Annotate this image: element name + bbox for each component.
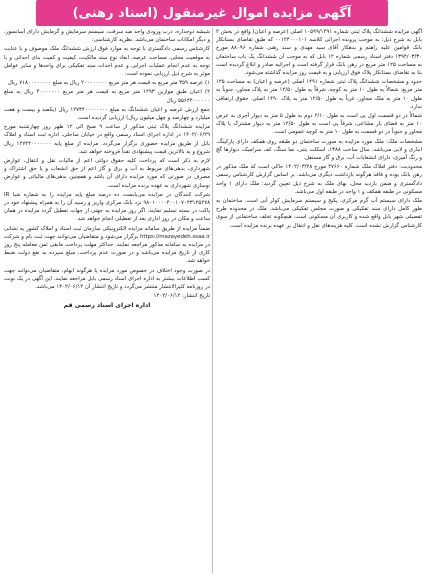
- left-column: [4, 28, 210, 574]
- paragraph: شمالاً در دو قسمت اول پی است به طول ۲/۱۰ دوم به طول ۵ متر به دیوار آجری به عرض ۱۰ متر به فضای باز مشاعی، شرقاً پی است به طول ۱۲/۵۰ متر به دیوار مشترک با پلاک مجاور و جنوباً در دو قسمت به طول ۱۰ متر به کوچه عمومی است.: [216, 113, 422, 136]
- paragraph: ملک دارای سیستم آب گرم مرکزی، پکیج و سیستم سرمایش کولر آبی است. ساختمان به طور کامل دارای سند تفکیکی و صورت مجلس تفکیکی می‌باشد. ملک در محدوده طرح تفصیلی شهر بابل واقع شده و کاربری آن مسکونی است. هیچگونه تخلف ساختمانی از سوی کارشناس گزارش نشده است. کلیه هزینه‌های نقل و انتقال بر عهده برنده مزایده است.: [216, 198, 422, 229]
- paragraph: جمع ارزش عرصه و اعیان ششدانگ به مبلغ ۱۲۷۴۴۰۰۰۰۰۰۰۰ ریال (یکصد و بیست و هفت میلیارد و چهارصد و چهل میلیون ریال) ارزیابی گردیده است.: [4, 106, 210, 122]
- signature: اداره اجرای اسناد رسمی قم: [63, 301, 151, 309]
- paragraph: ۱) عرصه ۳۵۹ متر مربع به قیمت هر متر مربع ۲۰۰۰۰۰۰۰۰ ریال به مبلغ ۷۱۸۰۰۰۰۰۰۰۰ ریال: [7, 80, 210, 87]
- paragraph: آگهی مزایده ششدانگ پلاک ثبتی شماره ۱۰۵۹۹/۱۴۹۱ اصلی (عرصه و اعیان) واقع در بخش ۲ بابل به شرح ذیل: به موجب پرونده اجرائی کلاسه ۰۰۱۲۴۰۰۰۱۰۱ که طبق تقاضای بستانکار بانک قوامین علیه راهنم و بدهکار آقای سید مهدی و سند رهنی شماره ۸۸۰۹۶ مورخ ۱۳۹۴/۰۳/۳۰ دفتر اسناد رسمی شماره ۱۲ بابل که به موجب آن ششدانگ یک باب ساختمان به مساحت ۱۲۵ متر مربع در رهن بانک قرار گرفته است و اجرائیه صادر و ابلاغ گردیده است بنا به تقاضای بستانکار پلاک فوق ارزیابی و به قیمت روز مزایده گذاشته می‌شود.: [216, 29, 422, 77]
- column-divider: [212, 28, 213, 573]
- paragraph: لازم به ذکر است که پرداخت کلیه حقوق دولتی اعم از مالیات نقل و انتقال، عوارض شهرداری، بدهی‌های مربوط به آب و برق و گاز اعم از حق انشعاب و یا حق اشتراک و مصرف در صورتی که مورد مزایده دارای آن باشد و همچنین بدهی‌های مالیاتی و عوارض نوسازی شهرداری به عهده برنده مزایده است.: [4, 158, 210, 189]
- page-title: آگهی مزایده اموال غیرمنقول (اسناد رهنی): [72, 5, 352, 21]
- paragraph: مزایده ششدانگ پلاک ثبتی مذکور از ساعت ۹ صبح الی ۱۲ ظهر روز چهارشنبه مورخ ۱۴۰۲/۰۶/۲۹ در اداره اجرای اسناد رسمی واقع در خیابان ساحلی، اداره ثبت اسناد و املاک بابل از طریق مزایده حضوری برگزار می‌گردد. مزایده از مبلغ پایه ۱۲۷۴۴۰۰۰۰۰۰۰ ریال شروع و به بالاترین قیمت پیشنهادی نقداً فروخته خواهد شد.: [4, 124, 210, 155]
- paragraph: محدودیت: دفتر املاک ملک شماره ۲۷۶۶۰ مورخ ۱۴۰۲/۰۳/۲۸ حاکی است که ملک مذکور در رهن بانک بوده و فاقد هرگونه بازداشت دیگری می‌باشد. بر اساس گزارش کارشناس رسمی دادگستری و ضمن بازدید محل، بهای ملک به شرح ذیل تعیین گردید: ملک دارای ۱ واحد مسکونی در طبقه همکف و ۱ واحد در طبقه اول می‌باشد.: [216, 164, 422, 195]
- paragraph: در صورت وجود اختلاف در خصوص مورد مزایده یا هرگونه ابهام، متقاضیان می‌توانند جهت کسب اطلاعات بیشتر به اداره اجرای اسناد رسمی بابل مراجعه نمایند. این آگهی در یک نوبت در روزنامه کثیرالانتشار منتشر می‌گردد و تاریخ انتشار آن ۱۴۰۲/۰۶/۱۲ می‌باشد.: [4, 267, 210, 291]
- paragraph: شرکت کنندگان در مزایده می‌بایست ده درصد مبلغ پایه مزایده را به شماره شبا IR ۹۸۰۱۰۰۰۰۴۰۰۱۰۷۰۴۳۱۲۵۲۷۸ نزد بانک مرکزی واریز و رسید آن را به همراه پیشنهاد خود در پاکت در بسته تسلیم نمایند. اگر روز مزایده به جهتی از جهات تعطیل گردد مزایده در همان ساعت و مکان در روز اداری بعد از تعطیلی انجام خواهد شد.: [4, 191, 210, 223]
- paragraph: ضمناً مزایده از طریق سامانه مزایده الکترونیکی سازمان ثبت اسناد و املاک کشور به نشانی https://mazayedeh.ssaa.ir برگزار می‌شود و متقاضیان می‌توانند جهت ثبت نام و شرکت در مزایده به سامانه مذکور مراجعه نمایند. حداکثر مهلت پرداخت مابقی ثمن معامله پنج روز کاری از تاریخ مزایده می‌باشد و در صورت عدم پرداخت، مبلغ سپرده به نفع دولت ضبط خواهد شد.: [4, 225, 210, 265]
- right-column: [216, 28, 422, 574]
- paragraph: مشخصات ملک: ملک مورد مزایده به صورت ساختمان دو طبقه روی همکف دارای پارکینگ، انباری و لابی می‌باشد. سال ساخت ۱۳۸۸، اسکلت بتنی، نما سنگ، کف سرامیک، دیوارها گچ و رنگ آمیزی، دارای انشعابات آب، برق و گاز مستقل.: [216, 138, 422, 162]
- paragraph: کارشناس رسمی دادگستری با توجه به موارد فوق ارزش ششدانگ ملک موصوف و با عنایت به موقعیت محلی، مساحت عرصه، ابعاد نوع سند مالکیت، کیفیت و کمیت بنای احداثی و با توجه به عدم انجام عملیات اجرایی و عدم احداث سند تفکیکی برای واحدها و سایر عوامل موثر به شرح ذیل ارزیابی نموده است:: [4, 46, 210, 78]
- paragraph: ۲) اعیان طبق موازین ۱۲۹۳ متر مربع به قیمت هر متر مربع ۴۰۰۰۰۰۰۰ ریال به مبلغ ۵۵۶۴۴۰۰۰۰۰۰ ریال: [4, 89, 210, 104]
- paragraph: شیشه دوجداره، درب ورودی واحد ضد سرقت، سیستم سرمایش و گرمایش دارای آسانسور، و دیگر امکانات ساختمان می‌باشد. نظریه کارشناسی:: [4, 29, 210, 44]
- paragraph: تاریخ انتشار: ۱۴۰۲/۰۶/۱۲: [153, 293, 210, 300]
- header-banner: [36, 0, 388, 26]
- paragraph: حدود و مشخصات ششدانگ پلاک ثبتی شماره ۱۴۹۱ اصلی (عرصه و اعیان) به مساحت ۱۲۵ متر مربع: شمالاً به طول ۱۰ متر به کوچه، شرقاً به طول ۱۲/۵۰ متر به پلاک مجاور، جنوباً به طول ۱۰ متر به ملک مجاور، غرباً به طول ۱۲/۵۰ متر به پلاک ۱۴۹۰ اصلی. حقوق ارتفاقی ندارد.: [216, 79, 422, 110]
